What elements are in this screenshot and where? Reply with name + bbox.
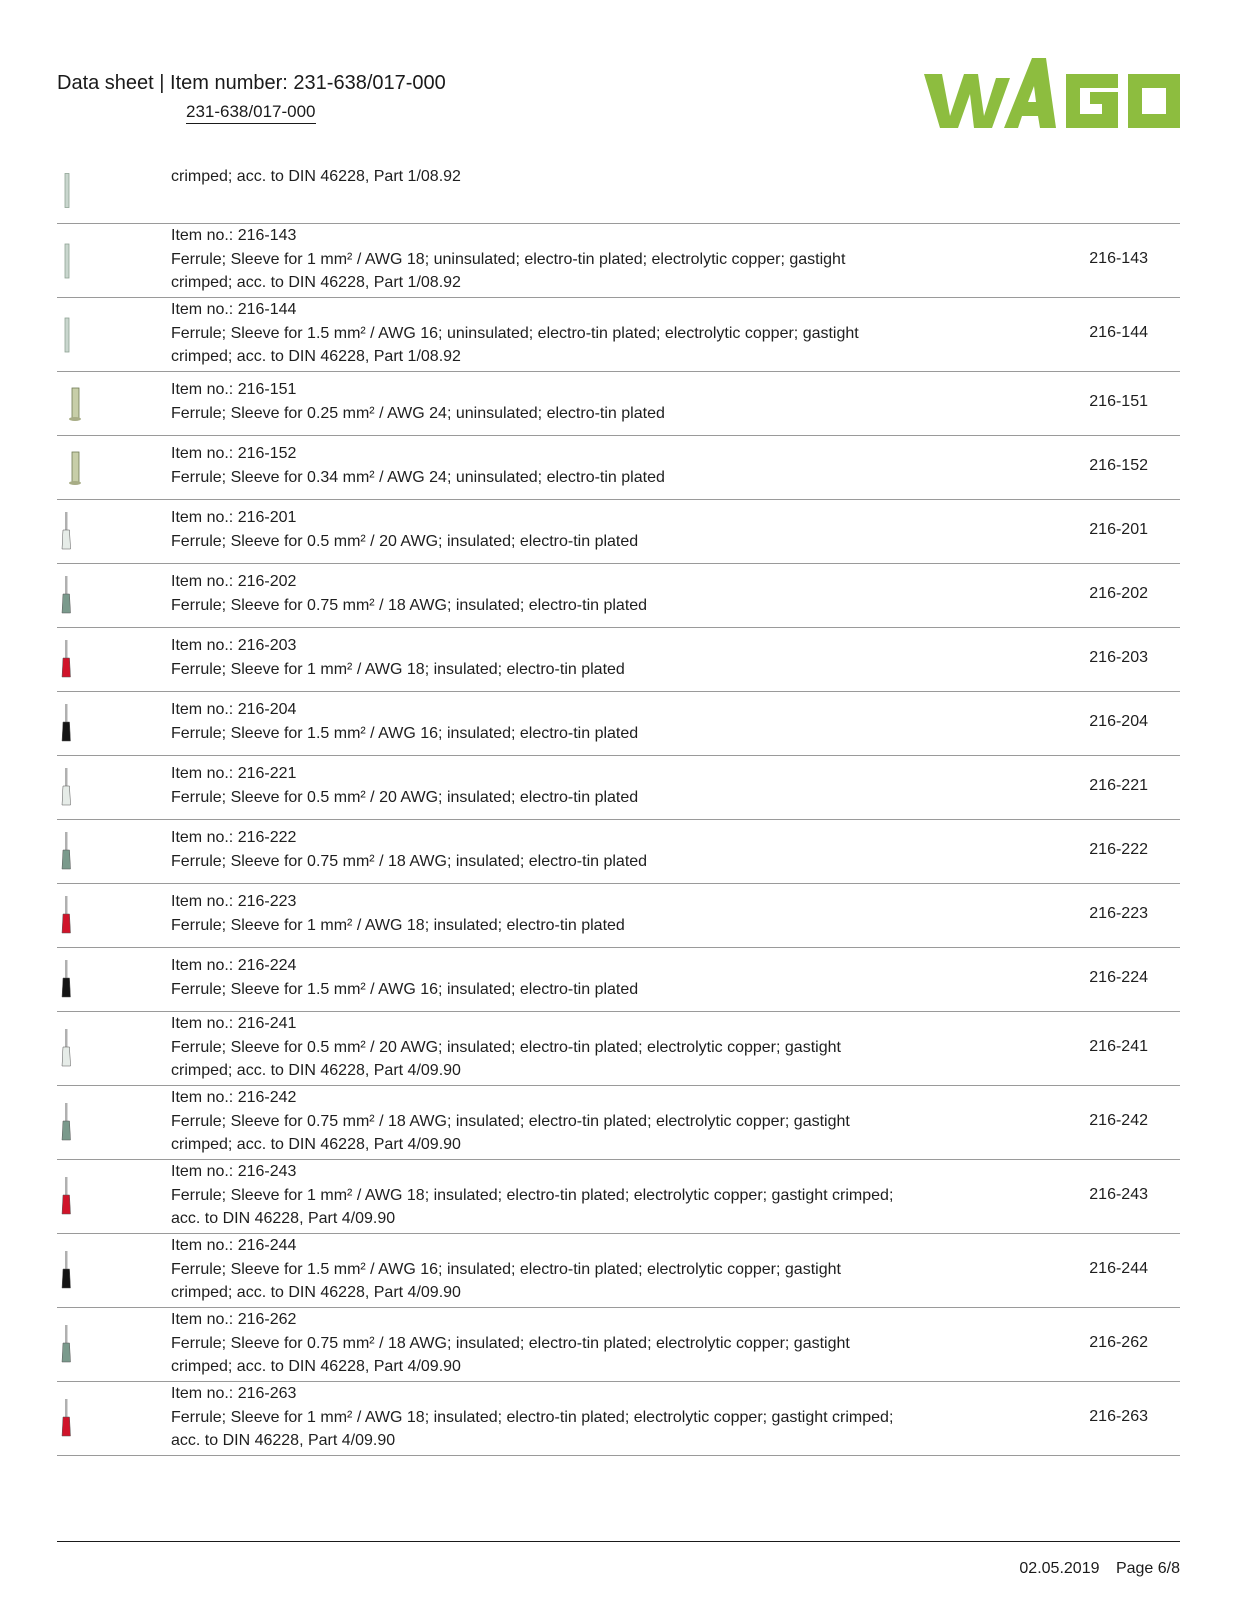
item-text: Ferrule; Sleeve for 0.5 mm² / 20 AWG; insulated; electro-tin plated; electrolytic copper; gastight	[171, 1038, 841, 1056]
item-label: Item no.: 216-201	[171, 509, 297, 526]
table-row	[57, 564, 1180, 628]
item-text: crimped; acc. to DIN 46228, Part 4/09.90	[171, 1136, 461, 1153]
table-row	[57, 948, 1180, 1012]
item-number[interactable]: 216-201	[1089, 521, 1148, 538]
item-text: Ferrule; Sleeve for 1 mm² / AWG 18; uninsulated; electro-tin plated; electrolytic copper; gastight	[171, 250, 846, 268]
item-text: Ferrule; Sleeve for 1.5 mm² / AWG 16; insulated; electro-tin plated	[171, 724, 639, 742]
item-text: Ferrule; Sleeve for 0.34 mm² / AWG 24; uninsulated; electro-tin plated	[171, 468, 665, 486]
item-number[interactable]: 216-202	[1089, 585, 1148, 602]
item-text: Ferrule; Sleeve for 0.75 mm² / 18 AWG; insulated; electro-tin plated	[171, 596, 648, 614]
item-text: acc. to DIN 46228, Part 4/09.90	[171, 1432, 396, 1449]
item-text: crimped; acc. to DIN 46228, Part 4/09.90	[171, 1358, 461, 1375]
item-label: Item no.: 216-241	[171, 1015, 297, 1032]
ferrule-thumbnail-icon	[57, 1160, 97, 1234]
wago-logo	[924, 58, 1180, 144]
item-number[interactable]: 216-143	[1089, 250, 1148, 267]
table-row	[57, 1308, 1180, 1382]
item-text: Ferrule; Sleeve for 0.75 mm² / 18 AWG; insulated; electro-tin plated	[171, 852, 648, 870]
item-text: Ferrule; Sleeve for 1 mm² / AWG 18; insulated; electro-tin plated; electrolytic copper; gastight crimped;	[171, 1408, 894, 1426]
ferrule-thumbnail-icon	[57, 157, 97, 224]
item-label: Item no.: 216-222	[171, 829, 297, 846]
item-text: Ferrule; Sleeve for 1.5 mm² / AWG 16; uninsulated; electro-tin plated; electrolytic copper; gastight	[171, 324, 859, 342]
item-text: Ferrule; Sleeve for 1 mm² / AWG 18; insulated; electro-tin plated	[171, 916, 625, 934]
ferrule-thumbnail-icon	[57, 224, 97, 298]
row-description	[171, 165, 461, 189]
header-title: Data sheet | Item number: 231-638/017-000	[57, 72, 446, 94]
ferrule-thumbnail-icon	[57, 692, 97, 756]
row-description	[171, 442, 665, 489]
table-row	[57, 628, 1180, 692]
item-label: Item no.: 216-152	[171, 445, 297, 462]
item-label: Item no.: 216-242	[171, 1089, 297, 1106]
row-description	[171, 1086, 850, 1157]
item-label: Item no.: 216-203	[171, 637, 297, 654]
ferrule-thumbnail-icon	[57, 628, 97, 692]
item-label: Item no.: 216-262	[171, 1311, 297, 1328]
item-number[interactable]: 216-224	[1089, 969, 1148, 986]
ferrule-thumbnail-icon	[57, 1086, 97, 1160]
row-description	[171, 1012, 841, 1083]
row-description	[171, 378, 665, 425]
table-row	[57, 1086, 1180, 1160]
item-text: Ferrule; Sleeve for 0.75 mm² / 18 AWG; insulated; electro-tin plated; electrolytic copper; gastight	[171, 1334, 850, 1352]
item-number[interactable]: 216-262	[1089, 1334, 1148, 1351]
item-text: Ferrule; Sleeve for 0.5 mm² / 20 AWG; insulated; electro-tin plated	[171, 788, 639, 806]
item-number[interactable]: 216-203	[1089, 649, 1148, 666]
row-description	[171, 1160, 893, 1231]
ferrule-thumbnail-icon	[57, 1308, 97, 1382]
row-description	[171, 570, 647, 617]
item-label: Item no.: 216-144	[171, 301, 297, 318]
ferrule-thumbnail-icon	[57, 372, 97, 436]
table-row	[57, 1012, 1180, 1086]
row-description	[171, 224, 845, 295]
item-text: crimped; acc. to DIN 46228, Part 4/09.90	[171, 1284, 461, 1301]
ferrule-thumbnail-icon	[57, 500, 97, 564]
row-description	[171, 826, 647, 873]
row-description	[171, 1382, 893, 1453]
item-number[interactable]: 216-243	[1089, 1186, 1148, 1203]
table-row	[57, 298, 1180, 372]
item-number[interactable]: 216-242	[1089, 1112, 1148, 1129]
table-row	[57, 820, 1180, 884]
item-text: crimped; acc. to DIN 46228, Part 1/08.92	[171, 274, 461, 291]
row-description	[171, 890, 625, 937]
item-text: Ferrule; Sleeve for 0.5 mm² / 20 AWG; insulated; electro-tin plated	[171, 532, 639, 550]
ferrule-thumbnail-icon	[57, 1234, 97, 1308]
ferrule-thumbnail-icon	[57, 298, 97, 372]
item-number[interactable]: 216-222	[1089, 841, 1148, 858]
ferrule-thumbnail-icon	[57, 884, 97, 948]
row-description	[171, 1308, 850, 1379]
item-label: Item no.: 216-202	[171, 573, 297, 590]
item-text: crimped; acc. to DIN 46228, Part 1/08.92	[171, 168, 461, 185]
table-row	[57, 756, 1180, 820]
ferrule-thumbnail-icon	[57, 436, 97, 500]
item-number[interactable]: 216-241	[1089, 1038, 1148, 1055]
table-row	[57, 692, 1180, 756]
item-text: crimped; acc. to DIN 46228, Part 4/09.90	[171, 1062, 461, 1079]
row-description	[171, 762, 638, 809]
ferrule-thumbnail-icon	[57, 756, 97, 820]
footer	[1007, 1560, 1180, 1578]
item-label: Item no.: 216-221	[171, 765, 297, 782]
item-number-link[interactable]: 231-638/017-000	[186, 102, 316, 124]
item-label: Item no.: 216-151	[171, 381, 297, 398]
item-text: Ferrule; Sleeve for 1 mm² / AWG 18; insulated; electro-tin plated; electrolytic copper; gastight crimped;	[171, 1186, 894, 1204]
row-description	[171, 954, 638, 1001]
table-row	[57, 372, 1180, 436]
accessories-table	[57, 157, 1180, 1456]
table-row	[57, 436, 1180, 500]
item-text: Ferrule; Sleeve for 0.75 mm² / 18 AWG; insulated; electro-tin plated; electrolytic copper; gastight	[171, 1112, 850, 1130]
item-text: acc. to DIN 46228, Part 4/09.90	[171, 1210, 396, 1227]
row-description	[171, 506, 638, 553]
ferrule-thumbnail-icon	[57, 948, 97, 1012]
item-number[interactable]: 216-223	[1089, 905, 1148, 922]
item-text: Ferrule; Sleeve for 0.25 mm² / AWG 24; uninsulated; electro-tin plated	[171, 404, 665, 422]
item-number[interactable]: 216-152	[1089, 457, 1148, 474]
table-row	[57, 884, 1180, 948]
item-number[interactable]: 216-221	[1089, 777, 1148, 794]
table-row	[57, 500, 1180, 564]
item-label: Item no.: 216-224	[171, 957, 297, 974]
row-description	[171, 298, 859, 369]
footer-page: Page 6/8	[1115, 1560, 1180, 1577]
item-text: Ferrule; Sleeve for 1.5 mm² / AWG 16; insulated; electro-tin plated; electrolytic copper; gastight	[171, 1260, 841, 1278]
ferrule-thumbnail-icon	[57, 1382, 97, 1456]
table-row	[57, 1234, 1180, 1308]
item-text: Ferrule; Sleeve for 1.5 mm² / AWG 16; insulated; electro-tin plated	[171, 980, 639, 998]
footer-divider	[57, 1541, 1180, 1542]
item-label: Item no.: 216-243	[171, 1163, 297, 1180]
item-text: crimped; acc. to DIN 46228, Part 1/08.92	[171, 348, 461, 365]
item-label: Item no.: 216-244	[171, 1237, 297, 1254]
item-number[interactable]: 216-204	[1089, 713, 1148, 730]
table-row	[57, 224, 1180, 298]
ferrule-thumbnail-icon	[57, 564, 97, 628]
table-row	[57, 1382, 1180, 1456]
item-label: Item no.: 216-223	[171, 893, 297, 910]
footer-date: 02.05.2019	[1019, 1560, 1100, 1577]
item-text: Ferrule; Sleeve for 1 mm² / AWG 18; insulated; electro-tin plated	[171, 660, 625, 678]
item-label: Item no.: 216-204	[171, 701, 297, 718]
item-label: Item no.: 216-263	[171, 1385, 297, 1402]
row-description	[171, 1234, 841, 1305]
item-number[interactable]: 216-263	[1089, 1408, 1148, 1425]
item-label: Item no.: 216-143	[171, 227, 297, 244]
ferrule-thumbnail-icon	[57, 1012, 97, 1086]
row-description	[171, 634, 625, 681]
item-number[interactable]: 216-244	[1089, 1260, 1148, 1277]
ferrule-thumbnail-icon	[57, 820, 97, 884]
item-number[interactable]: 216-144	[1089, 324, 1148, 341]
item-number[interactable]: 216-151	[1089, 393, 1148, 410]
table-row	[57, 1160, 1180, 1234]
table-row	[57, 157, 1180, 224]
row-description	[171, 698, 638, 745]
